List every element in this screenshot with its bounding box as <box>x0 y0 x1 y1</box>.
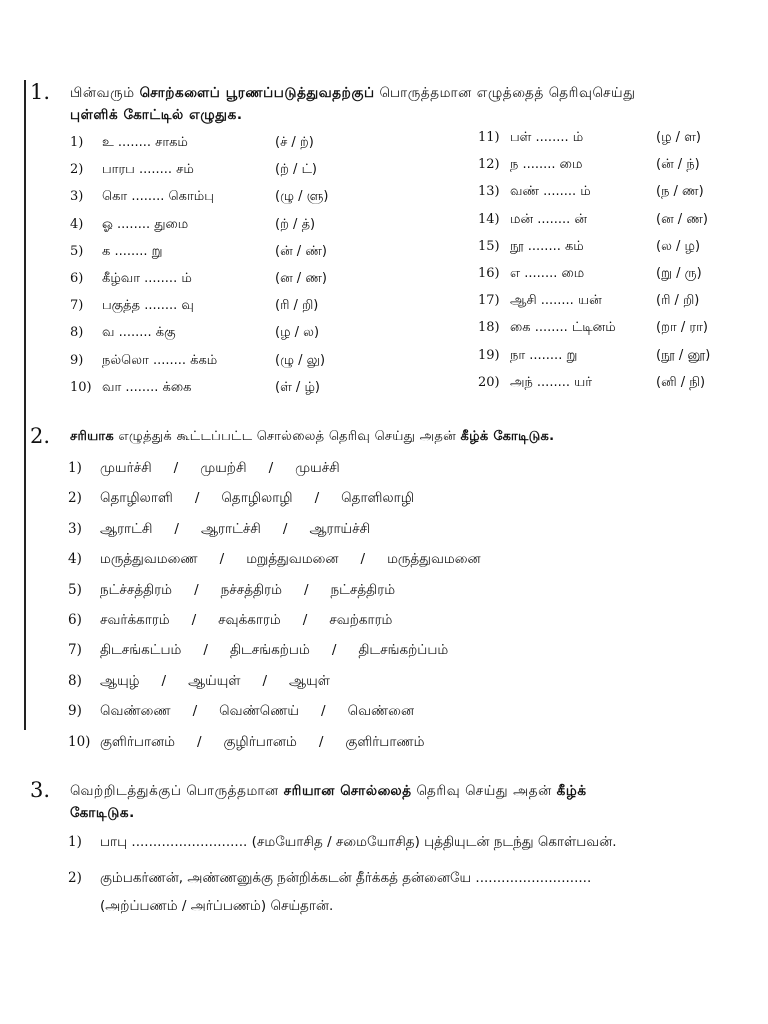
option-separator: / <box>268 460 274 476</box>
fill-item <box>70 380 390 402</box>
instruction-bold: சொற்களைப் பூரணப்படுத்துவதற்குப் <box>139 85 375 101</box>
item-options: (னி / நி) <box>656 374 706 390</box>
option-separator: / <box>314 490 320 507</box>
item-word: மன் ........ ன் <box>510 211 587 227</box>
option-separator: / <box>174 520 179 537</box>
fill-item <box>478 130 758 152</box>
item-options: (ற் / ட்) <box>275 162 317 178</box>
item-number: 10) <box>68 733 91 750</box>
spelling-option[interactable]: குளிர்பானம் <box>100 733 175 750</box>
instruction-bold: கீழ்க் <box>556 783 587 799</box>
spelling-item <box>68 642 448 660</box>
item-number: 2) <box>70 162 84 178</box>
item-word: ஆசி ........ யன் <box>510 293 602 309</box>
instruction-text: வெற்றிடத்துக்குப் பொருத்தமான <box>70 783 284 799</box>
fill-item <box>478 184 758 206</box>
spelling-option[interactable]: குளிர்பாணம் <box>345 733 425 750</box>
option-separator: / <box>262 672 268 689</box>
spelling-option[interactable]: ஆயுழ் <box>100 672 140 689</box>
item-number: 1) <box>68 460 82 476</box>
spelling-option[interactable]: திடசங்கட்பம் <box>100 642 182 659</box>
option-separator: / <box>192 703 198 720</box>
spelling-option[interactable]: நச்சத்திரம் <box>220 581 282 598</box>
option-separator: / <box>194 581 199 598</box>
fill-item <box>70 298 390 320</box>
item-word: நல்லொ ........ க்கம் <box>102 352 218 368</box>
question-instruction <box>70 780 742 824</box>
item-options: (ழு / ளு) <box>275 189 329 205</box>
item-word: கை ........ ட்டினம் <box>510 320 616 336</box>
item-number: 4) <box>68 551 82 568</box>
option-separator: / <box>360 551 366 568</box>
option-separator: / <box>219 551 225 568</box>
item-options: (நூ / னூ) <box>656 347 711 363</box>
spelling-option[interactable]: சவுக்காரம் <box>218 612 281 628</box>
instruction-bold: சரியாக <box>70 429 115 444</box>
item-number: 11) <box>478 130 500 145</box>
spelling-option[interactable]: குழிர்பானம் <box>223 733 297 750</box>
item-number: 9) <box>68 703 82 720</box>
item-options: (ழு / லு) <box>275 352 326 368</box>
item-number: 12) <box>478 157 500 173</box>
fill-item <box>478 239 758 261</box>
option-separator: / <box>161 672 167 689</box>
spelling-option[interactable]: ஆயுள் <box>289 672 330 689</box>
item-options: (று / ரு) <box>656 266 702 281</box>
fill-item <box>70 217 390 239</box>
item-options: (ற் / த்) <box>275 216 316 232</box>
item-number: 18) <box>478 320 500 336</box>
question-number: 2. <box>30 424 51 448</box>
fill-item <box>70 135 390 157</box>
item-number: 17) <box>478 293 500 309</box>
option-separator: / <box>303 581 309 598</box>
item-options: (ள் / ழ்) <box>275 379 320 395</box>
item-number: 8) <box>70 325 84 341</box>
item-number: 19) <box>478 347 500 363</box>
item-text: (அற்ப்பணம் / அர்ப்பணம்) செய்தான். <box>100 898 334 914</box>
option-separator: / <box>331 642 337 659</box>
spelling-item <box>68 551 481 569</box>
item-number: 6) <box>70 271 84 286</box>
fill-item <box>478 157 758 179</box>
item-options: (ந / ண) <box>656 184 704 200</box>
spelling-item <box>68 521 370 539</box>
option-separator: / <box>191 612 197 628</box>
instruction-text: பொருத்தமான எழுத்தைத் தெரிவுசெய்து <box>374 85 636 101</box>
instruction-bold: கீழ்க் கோடிடுக. <box>460 429 555 444</box>
spelling-option[interactable]: திடசங்கற்பம் <box>229 642 310 659</box>
item-number: 14) <box>478 211 500 227</box>
option-separator: / <box>194 490 200 507</box>
item-options: (ரி / றி) <box>275 298 319 314</box>
spelling-option[interactable]: ஆராட்ச்சி <box>200 520 261 537</box>
spelling-option[interactable]: மறுத்துவமனை <box>246 551 339 568</box>
item-number: 3) <box>70 189 84 205</box>
item-number: 3) <box>68 520 82 537</box>
spelling-item <box>68 703 414 721</box>
spelling-item <box>68 582 395 600</box>
item-number: 2) <box>68 870 82 886</box>
spelling-item <box>68 612 392 630</box>
item-number: 8) <box>68 672 82 689</box>
fill-list-right <box>478 130 758 400</box>
spelling-option[interactable]: ஆய்யுள் <box>188 672 241 689</box>
question-number: 3. <box>30 778 51 802</box>
question-instruction <box>70 426 742 448</box>
spelling-option[interactable]: வெண்னை <box>347 703 415 720</box>
fill-list-left <box>70 135 390 405</box>
blank-item <box>68 834 617 852</box>
spelling-option[interactable]: மருத்துவமணை <box>100 551 198 568</box>
fill-item <box>70 353 390 375</box>
item-options: (ன / ண) <box>656 211 708 227</box>
option-separator: / <box>282 520 288 537</box>
item-text: கும்பகர்ணன், அண்ணனுக்கு நன்றிக்கடன் தீர்க்கத் தன்னையே ........................... <box>100 870 592 886</box>
item-number: 5) <box>68 581 82 598</box>
item-word: வா ........ க்கை <box>102 379 192 395</box>
item-word: வ ........ க்கு <box>102 325 176 341</box>
spelling-option[interactable]: சவர்க்காரம் <box>100 612 170 628</box>
item-options: (ழ / ள) <box>656 130 701 145</box>
spelling-option[interactable]: ஆராய்ச்சி <box>309 520 371 537</box>
item-number: 1) <box>70 135 84 150</box>
option-separator: / <box>196 733 202 750</box>
spelling-option[interactable]: நட்ச்சத்திரம் <box>100 581 173 598</box>
item-options: (ன / ண) <box>275 271 327 286</box>
fill-item <box>478 293 758 315</box>
instruction-bold: கோடிடுக. <box>70 805 135 821</box>
item-options: (றா / ரா) <box>656 320 708 336</box>
spelling-option[interactable]: வெண்ணை <box>100 703 171 720</box>
item-word: வண் ........ ம் <box>510 184 591 200</box>
item-word: பள் ........ ம் <box>510 130 584 145</box>
instruction-text: பின்வரும் <box>70 85 140 101</box>
item-number: 2) <box>68 490 82 507</box>
item-number: 9) <box>70 352 84 368</box>
instruction-bold: சரியான சொல்லைத் <box>283 783 412 799</box>
question-number: 1. <box>30 80 51 104</box>
question-2 <box>30 424 750 450</box>
spelling-option[interactable]: தொழிலாழி <box>221 490 293 507</box>
item-word: நூ ........ கம் <box>510 238 584 254</box>
spelling-option[interactable]: திடசங்கற்ப்பம் <box>358 642 449 659</box>
spelling-item <box>68 734 424 752</box>
spelling-option[interactable]: ஆராட்சி <box>100 520 153 537</box>
fill-item <box>478 375 758 397</box>
option-separator: / <box>173 460 179 476</box>
blank-item-continued <box>100 898 333 916</box>
item-options: (ன் / ந்) <box>656 157 700 173</box>
item-number: 7) <box>70 298 84 314</box>
spelling-option[interactable]: சவற்காரம் <box>329 612 393 628</box>
instruction-text: தெரிவு செய்து அதன் <box>411 783 557 799</box>
item-number: 4) <box>70 216 84 232</box>
fill-item <box>70 244 390 266</box>
item-number: 16) <box>478 266 500 281</box>
fill-item <box>70 189 390 211</box>
spelling-item <box>68 673 330 691</box>
item-word: கீழ்வா ........ ம் <box>102 271 192 286</box>
spelling-option[interactable]: முயற்சி <box>200 460 247 476</box>
item-word: க ........ று <box>102 243 163 259</box>
option-separator: / <box>203 642 208 659</box>
spelling-option[interactable]: தொளிலாழி <box>341 490 414 507</box>
blank-item <box>68 870 591 888</box>
fill-item <box>70 162 390 184</box>
item-word: பகுத்த ........ வு <box>102 298 194 314</box>
item-number: 15) <box>478 238 500 254</box>
instruction-text: எழுத்துக் கூட்டப்பட்ட சொல்லைத் தெரிவு செய்து அதன் <box>114 429 461 444</box>
item-options: (ழ / ல) <box>275 325 320 341</box>
spelling-item <box>68 460 340 478</box>
item-word: உ ........ சாகம் <box>102 135 188 150</box>
item-options: (ல / ழ) <box>656 238 701 254</box>
question-3 <box>30 778 750 828</box>
item-number: 6) <box>68 612 82 628</box>
item-word: கொ ........ கொம்பு <box>102 189 214 205</box>
item-options: (ன் / ண்) <box>275 243 327 259</box>
item-text: பாபு ........................... (சமயோசித / சமையோசித) புத்தியுடன் நடந்து கொள்பவன். <box>100 834 617 850</box>
spelling-item <box>68 490 414 508</box>
fill-item <box>478 348 758 370</box>
item-options: (ச் / ற்) <box>275 135 314 150</box>
item-number: 7) <box>68 642 82 659</box>
margin-line <box>24 80 26 730</box>
item-word: ஓ ........ துமை <box>102 216 189 232</box>
instruction-bold: புள்ளிக் கோட்டில் எழுதுக. <box>70 107 243 123</box>
question-instruction <box>70 82 742 126</box>
option-separator: / <box>318 733 324 750</box>
item-word: ந ........ மை <box>510 157 583 173</box>
fill-item <box>478 266 758 288</box>
item-options: (ரி / றி) <box>656 293 700 309</box>
option-separator: / <box>302 612 308 628</box>
fill-item <box>478 212 758 234</box>
item-number: 1) <box>68 834 82 850</box>
fill-item <box>70 325 390 347</box>
item-number: 10) <box>70 379 92 395</box>
question-1 <box>30 80 750 130</box>
item-word: பாரப ........ சம் <box>102 162 194 178</box>
item-word: எ ........ மை <box>510 266 585 281</box>
item-number: 20) <box>478 374 500 390</box>
item-number: 5) <box>70 243 84 259</box>
item-word: நா ........ று <box>510 347 578 363</box>
fill-item <box>478 320 758 342</box>
fill-item <box>70 271 390 293</box>
option-separator: / <box>321 703 326 720</box>
spelling-option[interactable]: முயச்சி <box>295 460 340 476</box>
item-number: 13) <box>478 184 500 200</box>
spelling-option[interactable]: தொழிலாளி <box>100 490 173 507</box>
spelling-option[interactable]: நட்சத்திரம் <box>330 581 396 598</box>
spelling-option[interactable]: மருத்துவமனை <box>387 551 481 568</box>
item-word: அந் ........ யர் <box>510 374 593 390</box>
spelling-option[interactable]: வெண்ணெய் <box>219 703 299 720</box>
spelling-option[interactable]: முயர்ச்சி <box>100 460 152 476</box>
